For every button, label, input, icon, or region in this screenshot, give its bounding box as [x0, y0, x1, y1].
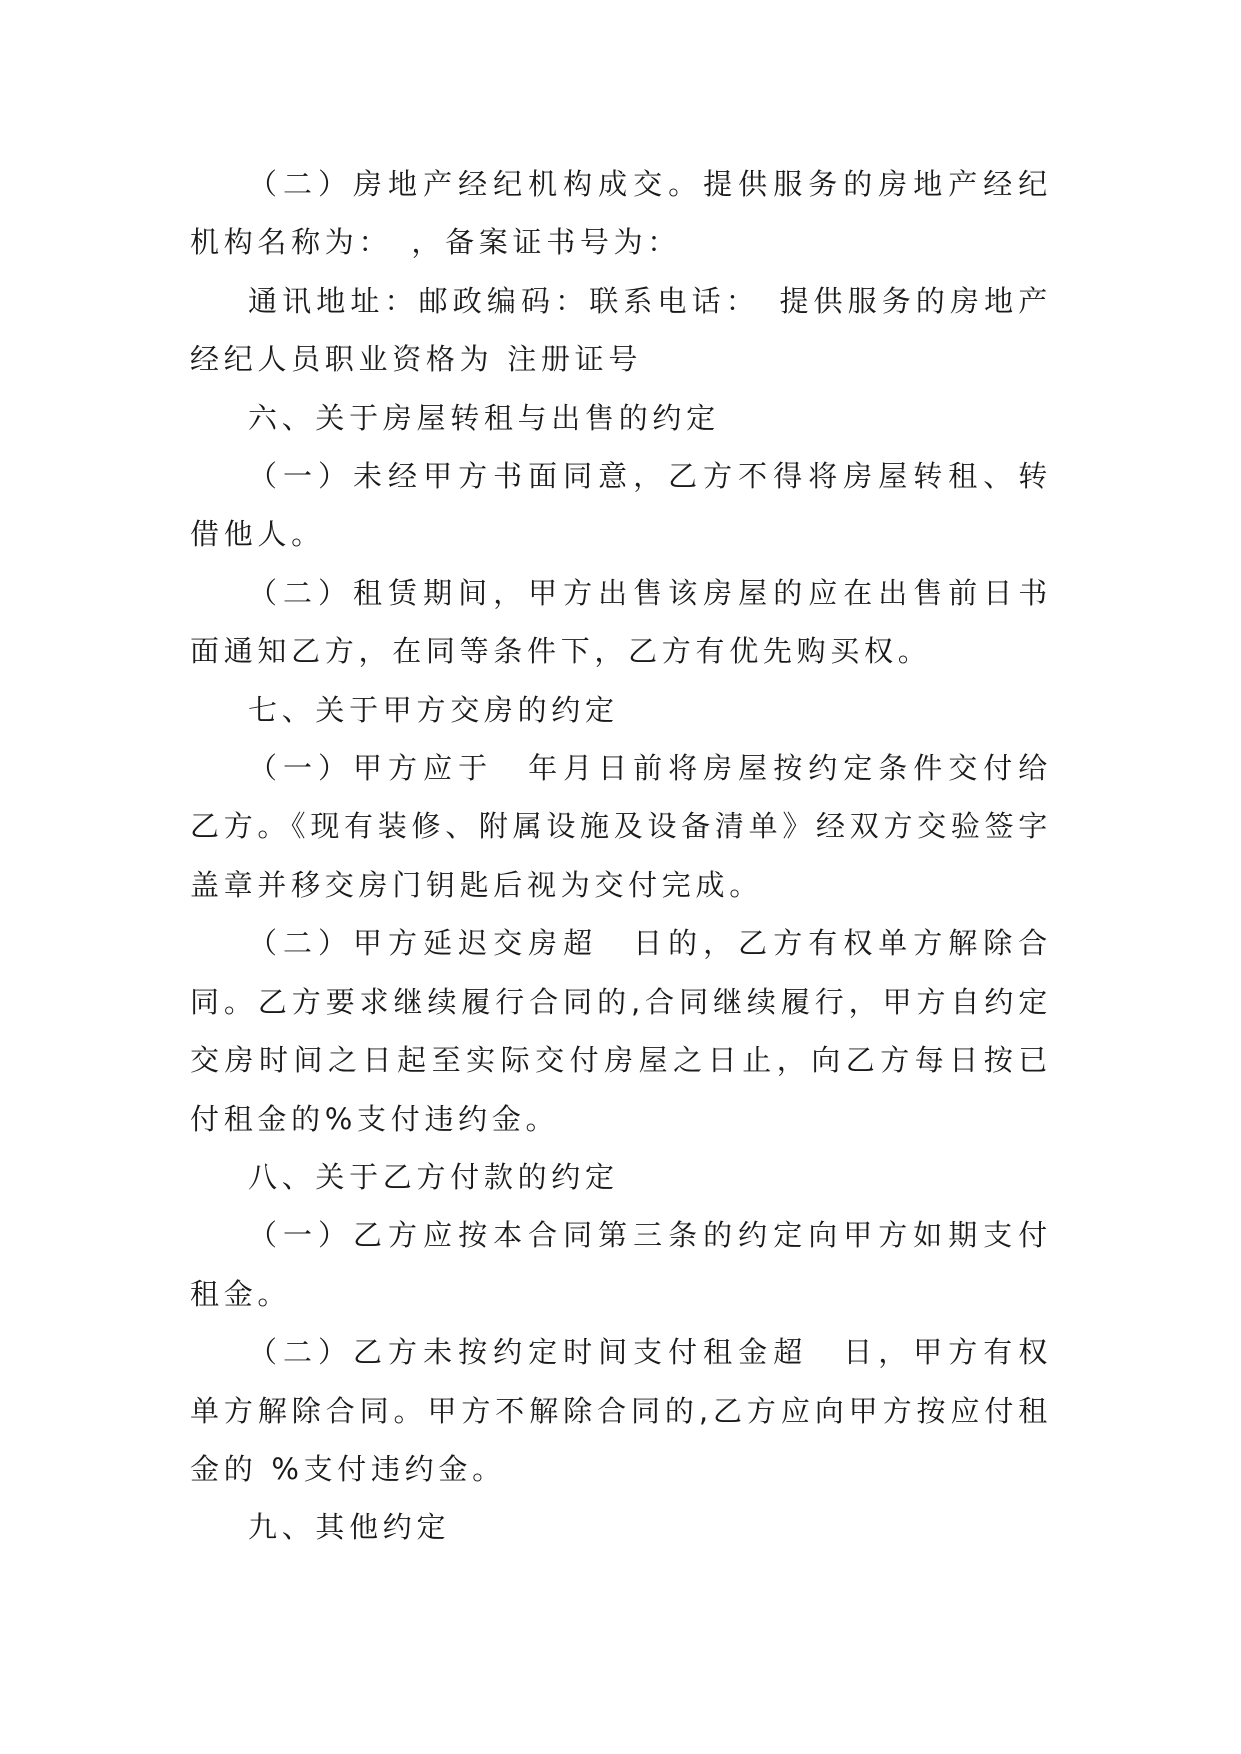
paragraph-sale-notice: （二）租赁期间，甲方出售该房屋的应在出售前日书面通知乙方，在同等条件下，乙方有优先购买权。: [190, 575, 1052, 669]
section-heading-payment: 八、关于乙方付款的约定: [248, 1159, 619, 1194]
paragraph-handover-date: （一）甲方应于 年月日前将房屋按约定条件交付给乙方。《现有装修、附属设施及设备清单》经双方交验签字盖章并移交房门钥匙后视为交付完成。: [190, 751, 1052, 902]
paragraph-payment-delay: （二）乙方未按约定时间支付租金超 日，甲方有权单方解除合同。甲方不解除合同的,乙方应向甲方按应付租金的 %支付违约金。: [190, 1335, 1052, 1486]
section-heading-handover: 七、关于甲方交房的约定: [248, 692, 619, 727]
paragraph-agency-contact: 通讯地址：邮政编码：联系电话： 提供服务的房地产经纪人员职业资格为 注册证号: [190, 283, 1052, 377]
section-heading-other: 九、其他约定: [248, 1510, 451, 1545]
paragraph-agency-deal: （二）房地产经纪机构成交。提供服务的房地产经纪机构名称为： ，备案证书号为：: [190, 167, 1052, 260]
paragraph-handover-delay: （二）甲方延迟交房超 日的，乙方有权单方解除合同。乙方要求继续履行合同的,合同继续履行，甲方自约定交房时间之日起至实际交付房屋之日止，向乙方每日按已付租金的%支付违约金。: [190, 926, 1052, 1136]
section-heading-sublease-sale: 六、关于房屋转租与出售的约定: [248, 400, 720, 435]
paragraph-payment-schedule: （一）乙方应按本合同第三条的约定向甲方如期支付租金。: [190, 1218, 1052, 1311]
document-body: [190, 155, 1052, 1557]
paragraph-sublease-consent: （一）未经甲方书面同意，乙方不得将房屋转租、转借他人。: [190, 459, 1052, 552]
